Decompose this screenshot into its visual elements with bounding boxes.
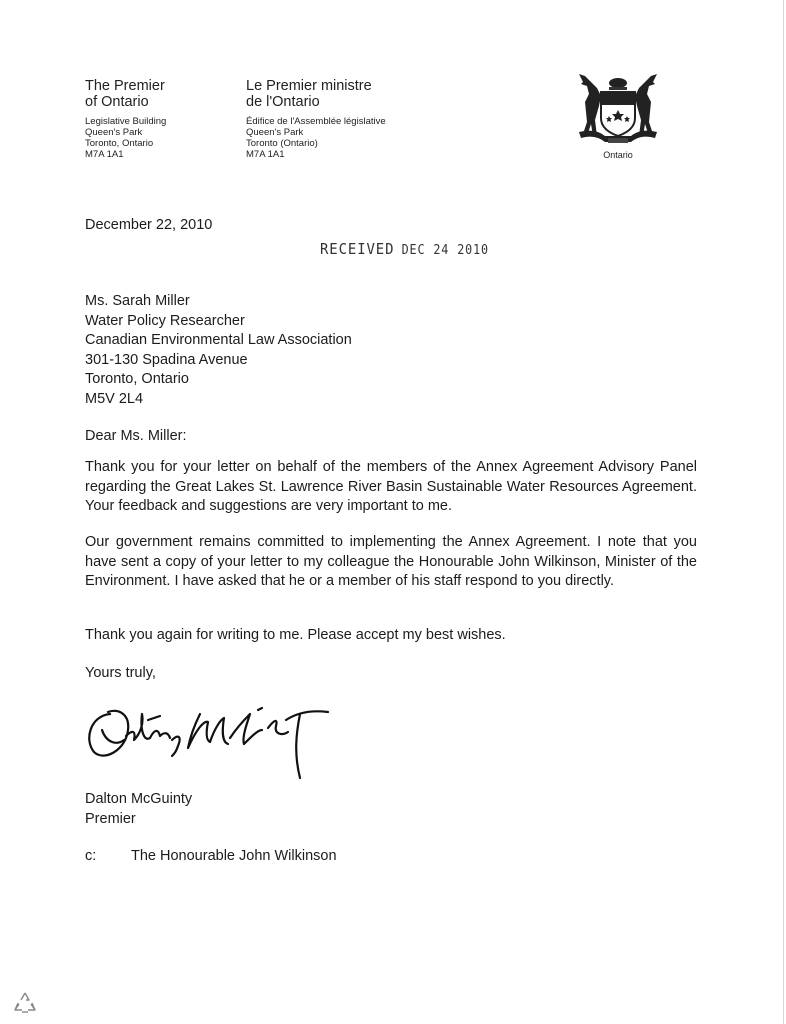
received-stamp-word: RECEIVED xyxy=(320,240,395,258)
cc-label: c: xyxy=(85,848,97,864)
handwritten-signature xyxy=(82,690,342,790)
salutation: Dear Ms. Miller: xyxy=(85,428,187,444)
page-edge xyxy=(783,0,784,1024)
body-paragraph: Our government remains committed to implementing the Annex Agreement. I note that you have sent a copy of your letter to my colleague the Honourable John Wilkinson, Minister of the Environment. I have asked that he or a member of his staff respond to you directly. xyxy=(85,534,697,589)
signer-name: Dalton McGuinty xyxy=(85,791,193,807)
recipient-line: Toronto, Ontario xyxy=(85,371,189,387)
letterhead-french xyxy=(246,78,446,160)
received-stamp xyxy=(320,240,489,258)
closing: Yours truly, xyxy=(85,665,156,681)
recipient-line: Water Policy Researcher xyxy=(85,312,245,329)
recipient-line: 301-130 Spadina Avenue xyxy=(85,351,248,368)
body-paragraph: Thank you again for writing to me. Please accept my best wishes. xyxy=(85,627,506,643)
letterhead-title-en: The Premier of Ontario xyxy=(85,78,165,110)
ontario-coat-of-arms-icon xyxy=(575,72,661,162)
letterhead-address-fr: Édifice de l'Assemblée législative Queen's Park Toronto (Ontario) M7A 1A1 xyxy=(246,116,386,160)
letterhead-english xyxy=(85,78,225,160)
body-paragraph: Thank you for your letter on behalf of the members of the Annex Agreement Advisory Panel regarding the Great Lakes St. Lawrence River Basin Sustainable Water Resources Agreement. Your feedback and suggestions are very important to me. xyxy=(85,459,697,514)
recipient-address xyxy=(85,292,352,409)
signer-title: Premier xyxy=(85,810,136,827)
signer-block xyxy=(85,790,192,829)
received-stamp-date: DEC 24 2010 xyxy=(401,243,489,258)
cc-line xyxy=(85,848,337,864)
recycle-icon xyxy=(12,990,38,1016)
letterhead-title-fr: Le Premier ministre de l'Ontario xyxy=(246,78,372,110)
logo-label: Ontario xyxy=(603,150,633,160)
recipient-line: Canadian Environmental Law Association xyxy=(85,332,352,348)
recipient-line: Ms. Sarah Miller xyxy=(85,293,190,309)
letterhead-address-en: Legislative Building Queen's Park Toronto, Ontario M7A 1A1 xyxy=(85,116,167,160)
recipient-line: M5V 2L4 xyxy=(85,390,144,407)
letter-date: December 22, 2010 xyxy=(85,217,213,233)
cc-name: The Honourable John Wilkinson xyxy=(131,848,337,864)
